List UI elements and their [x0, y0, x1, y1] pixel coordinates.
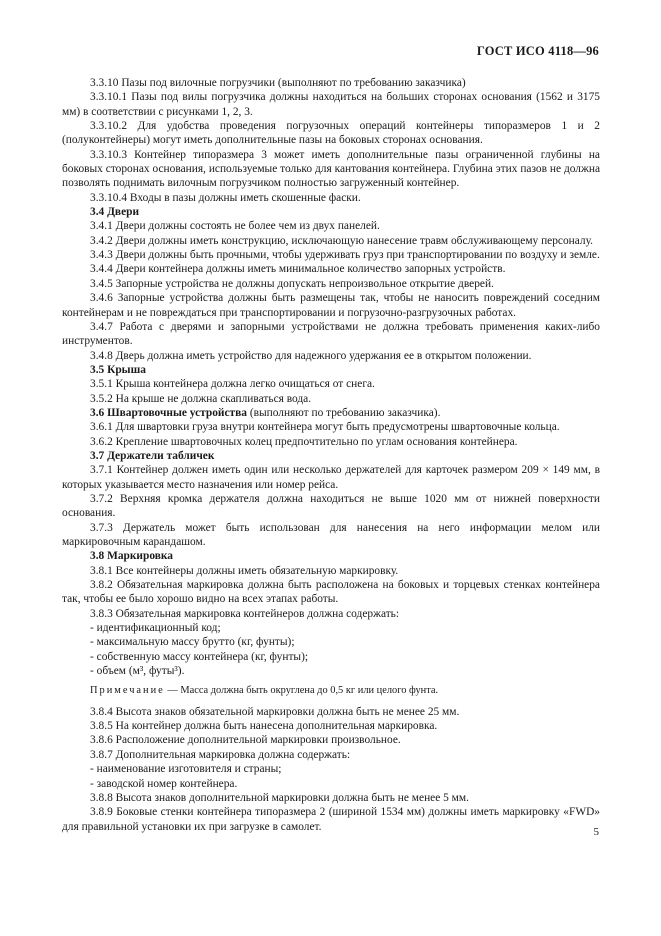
paragraph: 3.4.8 Дверь должна иметь устройство для надежного удержания ее в открытом положении. — [90, 349, 532, 362]
paragraph: 3.8.7 Дополнительная маркировка должна содержать: — [90, 748, 351, 761]
section-heading — [62, 549, 600, 563]
paragraph: 3.6.2 Крепление швартовочных колец предпочтительно по углам основания контейнера. — [90, 435, 518, 448]
paragraph: 3.3.10.1 Пазы под вилы погрузчика должны находиться на больших сторонах основания (1562 и 3175 мм) в соответствии с рисунками 1, 2, 3. — [62, 91, 600, 118]
section-heading-title: 3.4 Двери — [90, 206, 140, 219]
section-heading — [62, 363, 600, 377]
paragraph: 3.8.1 Все контейнеры должны иметь обязательную маркировку. — [90, 564, 399, 577]
paragraph: 3.5.1 Крыша контейнера должна легко очищаться от снега. — [90, 378, 375, 391]
paragraph: 3.8.6 Расположение дополнительной маркировки произвольное. — [90, 734, 401, 747]
note — [62, 684, 600, 698]
paragraph: 3.4.3 Двери должны быть прочными, чтобы удерживать груз при транспортировании по воздуху и земле. — [90, 249, 600, 262]
paragraph: 3.4.7 Работа с дверями и запорными устройствами не должна требовать применения каких-либо инструментов. — [62, 320, 600, 348]
paragraph: 3.6.1 Для швартовки груза внутри контейнера могут быть предусмотрены швартовочные кольца. — [90, 421, 560, 434]
section-heading — [62, 205, 600, 219]
list-item: - наименование изготовителя и страны; — [90, 763, 282, 776]
paragraph: 3.5.2 На крыше не должна скапливаться вода. — [90, 392, 312, 405]
section-heading-title: 3.5 Крыша — [90, 363, 146, 376]
list-item: - объем (м³, футы³). — [90, 665, 185, 678]
page-number: 5 — [593, 826, 599, 838]
paragraph: 3.3.10.3 Контейнер типоразмера 3 может иметь дополнительные пазы ограниченной глубины на боковых сторонах основания, используемые только для кантования контейнера. Глубина этих пазов не должна позволять поднимать вилочным погрузчиком полностью загруженный контейнер. — [62, 148, 600, 190]
paragraph: 3.3.10.2 Для удобства проведения погрузочных операций контейнеры типоразмеров 1 и 2 (полуконтейнеры) могут иметь дополнительные пазы на боковых сторонах основания. — [62, 120, 600, 147]
paragraph: 3.8.3 Обязательная маркировка контейнеров должна содержать: — [90, 607, 400, 620]
list-item: - собственную массу контейнера (кг, фунты); — [90, 650, 309, 663]
paragraph: 3.8.8 Высота знаков дополнительной маркировки должна быть не менее 5 мм. — [90, 791, 469, 804]
paragraph: 3.8.4 Высота знаков обязательной маркировки должна быть не менее 25 мм. — [90, 705, 460, 718]
paragraph: 3.7.2 Верхняя кромка держателя должна находиться не выше 1020 мм от нижней поверхности основания. — [62, 492, 600, 520]
list-item: - заводской номер контейнера. — [90, 777, 238, 790]
paragraph: 3.8.9 Боковые стенки контейнера типоразмера 2 (шириной 1534 мм) должны иметь маркировку «FWD» для правильной установки их при загрузке в самолет. — [62, 806, 600, 833]
paragraph: 3.8.2 Обязательная маркировка должна быть расположена на боковых и торцевых стенках контейнера так, чтобы ее было хорошо видно на всех этапах работы. — [62, 579, 600, 606]
note-text: — Масса должна быть округлена до 0,5 кг или целого фунта. — [164, 685, 439, 697]
list-item: - идентификационный код; — [90, 622, 221, 635]
paragraph: 3.4.2 Двери должны иметь конструкцию, исключающую нанесение травм обслуживающему персоналу. — [90, 234, 594, 247]
section-heading — [62, 406, 600, 420]
section-heading-title: 3.8 Маркировка — [90, 550, 173, 563]
paragraph: 3.7.1 Контейнер должен иметь один или несколько держателей для карточек размером 209 × 149 мм, в которых указывается место назначения или номер рейса. — [62, 464, 600, 491]
section-heading — [62, 449, 600, 463]
paragraph: 3.4.1 Двери должны состоять не более чем из двух панелей. — [90, 220, 380, 233]
paragraph: 3.8.5 На контейнер должна быть нанесена дополнительная маркировка. — [90, 720, 438, 733]
paragraph: 3.4.4 Двери контейнера должны иметь минимальное количество запорных устройств. — [90, 263, 506, 276]
section-heading-title: 3.6 Швартовочные устройства — [90, 406, 247, 419]
paragraph: 3.7.3 Держатель может быть использован для нанесения на него информации мелом или маркировочным карандашом. — [62, 521, 600, 548]
section-heading-note: (выполняют по требованию заказчика). — [246, 406, 441, 419]
document-body — [62, 76, 600, 834]
paragraph: 3.3.10.4 Входы в пазы должны иметь скошенные фаски. — [90, 191, 361, 204]
paragraph: 3.3.10 Пазы под вилочные погрузчики (выполняют по требованию заказчика) — [90, 77, 466, 89]
page-header: ГОСТ ИСО 4118—96 — [476, 44, 599, 58]
paragraph: 3.4.6 Запорные устройства должны быть размещены так, чтобы не наносить повреждений соседним контейнерам и не повреждаться при транспортировании и погрузочно-разгрузочных работах. — [62, 292, 600, 319]
paragraph: 3.4.5 Запорные устройства не должны допускать непроизвольное открытие дверей. — [90, 277, 494, 290]
list-item: - максимальную массу брутто (кг, фунты); — [90, 636, 295, 649]
section-heading-title: 3.7 Держатели табличек — [90, 449, 215, 462]
note-label: Примечание — [90, 685, 165, 697]
